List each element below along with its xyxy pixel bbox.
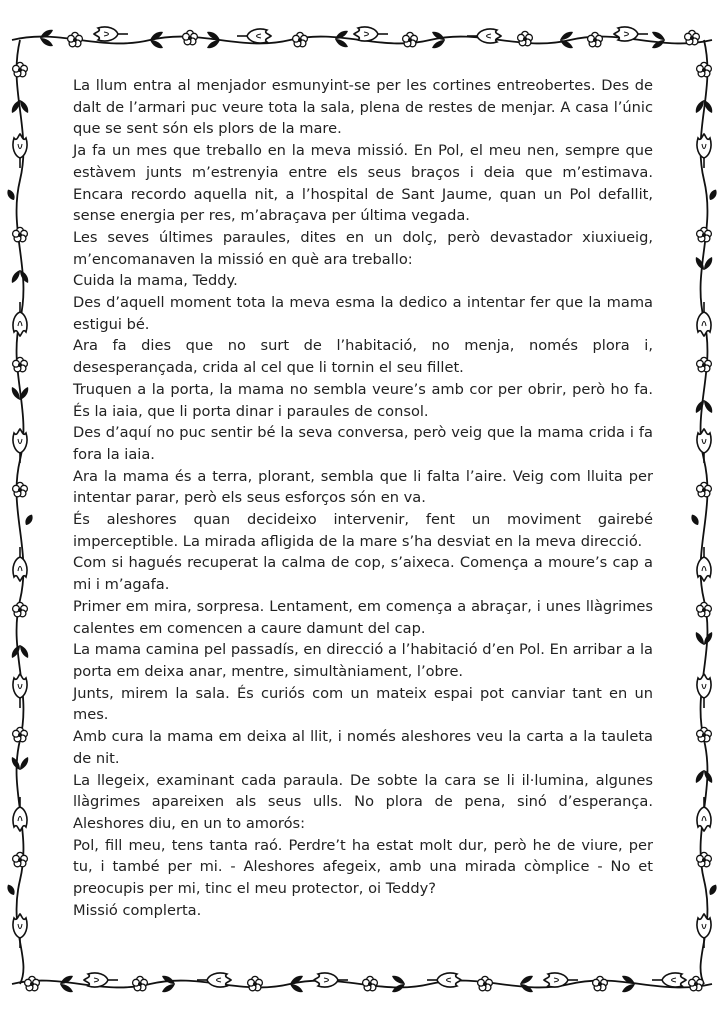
story-paragraph: Les seves últimes paraules, dites en un dolç, però devastador xiuxiueig, m’encomanaven la missió en què ara treballo: <box>73 228 653 268</box>
story-paragraph: Ara la mama és a terra, plorant, sembla que li falta l’aire. Veig com lluita per intentar parar, però els seus esforços són en va. <box>73 467 653 507</box>
story-paragraph: La llum entra al menjador esmunyint-se per les cortines entreobertes. Des de dalt de l’armari puc veure tota la sala, plena de restes de menjar. A casa l’únic que se sent són els plors de la mare. <box>73 77 653 138</box>
story-paragraph: La mama camina pel passadís, en direcció a l’habitació d’en Pol. En arribar a la porta em deixa anar, mentre, simultàniament, l’obre. <box>73 641 653 680</box>
bottom-border-ornaments <box>25 973 704 992</box>
story-paragraph: Missió complerta. <box>73 901 202 919</box>
left-border-ornaments <box>5 62 34 948</box>
story-paragraph: Des d’aquí no puc sentir bé la seva conversa, però veig que la mama crida i fa fora la iaia. <box>73 424 653 463</box>
story-paragraph: Primer em mira, sorpresa. Lentament, em comença a abraçar, i unes llàgrimes calentes em comencen a caure damunt del cap. <box>73 597 653 637</box>
story-paragraph: Ara fa dies que no surt de l’habitació, no menja, només plora i, desesperançada, crida al cel que li tornin el seu fillet. <box>73 337 653 377</box>
story-paragraph: Pol, fill meu, tens tanta raó. Perdre’t ha estat molt dur, però he de viure, per tu, i també per mi. - Aleshores afegeix, amb una mirada còmplice - No et preocupis per mi, tinc el meu protector, oi Teddy? <box>73 836 653 898</box>
right-border-ornaments <box>689 62 718 948</box>
story-paragraph: Com si hagués recuperat la calma de cop, s’aixeca. Comença a moure’s cap a mi i m’agafa. <box>73 554 653 594</box>
story-paragraph: Amb cura la mama em deixa al llit, i només aleshores veu la carta a la tauleta de nit. <box>73 728 653 767</box>
story-paragraph: La llegeix, examinant cada paraula. De sobte la cara se li il·lumina, algunes llàgrimes apareixen als seus ulls. No plora de pena, sinó d’esperança. Aleshores diu, en un to amorós: <box>73 771 653 832</box>
story-text <box>73 75 653 921</box>
story-paragraph: És aleshores quan decideixo intervenir, fent un moviment gairebé imperceptible. La mirada afligida de la mare s’ha desviat en la meva direcció. <box>73 511 653 550</box>
story-paragraph: Cuida la mama, Teddy. <box>73 272 238 290</box>
story-paragraph: Ja fa un mes que treballo en la meva missió. En Pol, el meu nen, sempre que estàvem junts m’estrenyia entre els seus braços i deia que m’estimava. Encara recordo aquella nit, a l’hospital de Sant Jaume, quan un Pol defallit, sense energia per res, m’abraçava per última vegada. <box>73 142 653 225</box>
story-paragraph: Truquen a la porta, la mama no sembla veure’s amb cor per obrir, però ho fa. És la iaia, que li porta dinar i paraules de consol. <box>73 380 653 420</box>
story-paragraph: Des d’aquell moment tota la meva esma la dedico a intentar fer que la mama estigui bé. <box>73 294 653 333</box>
top-border-ornaments <box>40 27 699 48</box>
story-paragraph: Junts, mirem la sala. És curiós com un mateix espai pot canviar tant en un mes. <box>73 684 653 724</box>
